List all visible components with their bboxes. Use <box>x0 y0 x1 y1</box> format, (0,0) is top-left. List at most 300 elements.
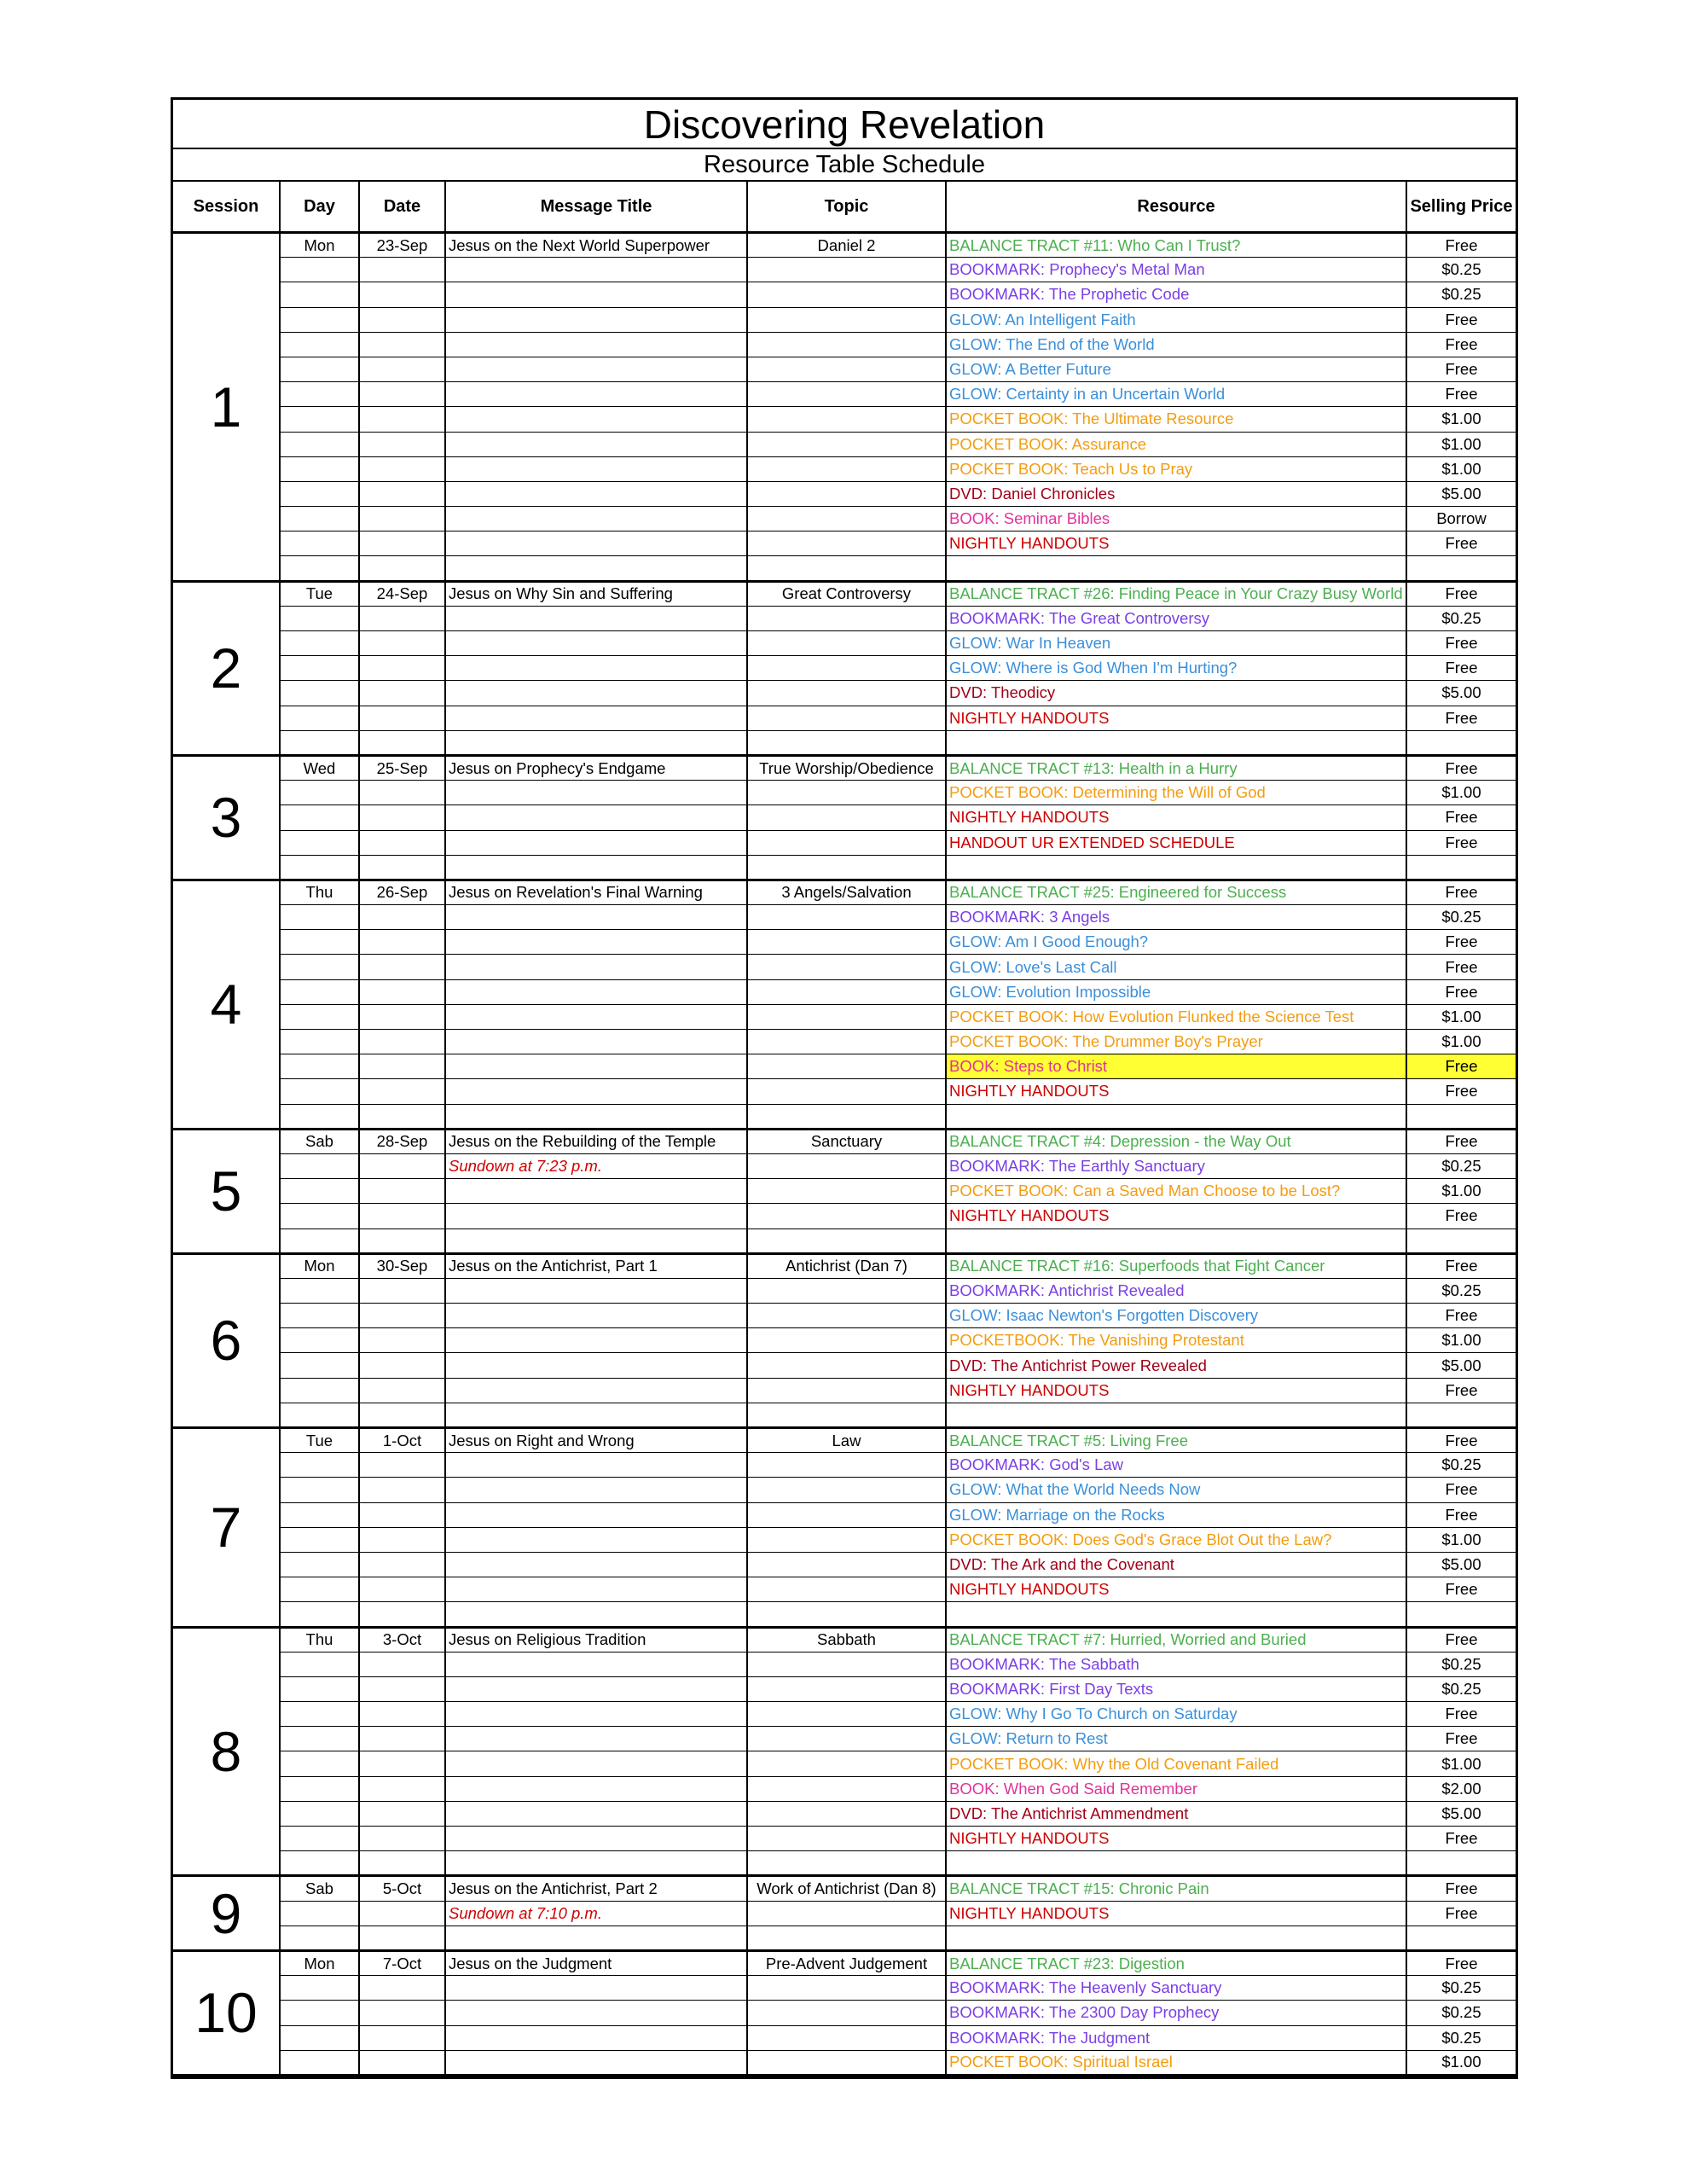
topic-cell <box>747 1851 946 1876</box>
price-cell: Free <box>1406 307 1516 332</box>
table-row <box>173 2025 1516 2050</box>
date-cell <box>359 432 445 456</box>
price-cell: $0.25 <box>1406 606 1516 630</box>
resource-cell: POCKETBOOK: The Vanishing Protestant <box>946 1328 1406 1353</box>
topic-cell <box>747 382 946 407</box>
topic-cell <box>747 1353 946 1378</box>
day-cell <box>280 1204 359 1228</box>
topic-cell: Work of Antichrist (Dan 8) <box>747 1876 946 1901</box>
message-title-cell <box>445 1851 747 1876</box>
message-title-cell <box>445 531 747 556</box>
price-cell: Free <box>1406 1950 1516 1975</box>
day-cell <box>280 531 359 556</box>
date-cell <box>359 1453 445 1478</box>
topic-cell <box>747 531 946 556</box>
resource-cell <box>946 1104 1406 1129</box>
day-cell: Thu <box>280 880 359 904</box>
resource-cell: BALANCE TRACT #16: Superfoods that Fight Cancer <box>946 1253 1406 1278</box>
message-title-cell <box>445 1751 747 1776</box>
date-cell <box>359 456 445 481</box>
table-row <box>173 1527 1516 1552</box>
session-number: 4 <box>173 880 280 1129</box>
date-cell: 28-Sep <box>359 1129 445 1153</box>
message-title-cell <box>445 855 747 880</box>
resource-cell: GLOW: Isaac Newton's Forgotten Discovery <box>946 1304 1406 1328</box>
table-row <box>173 481 1516 506</box>
day-cell <box>280 2025 359 2050</box>
resource-cell: BALANCE TRACT #13: Health in a Hurry <box>946 755 1406 780</box>
message-title-cell: Jesus on Why Sin and Suffering <box>445 581 747 606</box>
day-cell <box>280 1353 359 1378</box>
session-number: 10 <box>173 1950 280 2075</box>
topic-cell: Sanctuary <box>747 1129 946 1153</box>
price-cell: Free <box>1406 1577 1516 1602</box>
topic-cell: Antichrist (Dan 7) <box>747 1253 946 1278</box>
table-row <box>173 1004 1516 1029</box>
topic-cell <box>747 681 946 706</box>
table-row <box>173 2001 1516 2025</box>
message-title-cell <box>445 1104 747 1129</box>
topic-cell <box>747 1228 946 1253</box>
table-row <box>173 382 1516 407</box>
date-cell: 5-Oct <box>359 1876 445 1901</box>
day-cell <box>280 357 359 381</box>
price-cell: $1.00 <box>1406 2050 1516 2075</box>
message-title-cell <box>445 1179 747 1204</box>
resource-cell: BOOKMARK: The Great Controversy <box>946 606 1406 630</box>
topic-cell <box>747 930 946 955</box>
resource-cell: NIGHTLY HANDOUTS <box>946 1079 1406 1104</box>
topic-cell: Law <box>747 1428 946 1453</box>
message-title-cell <box>445 955 747 979</box>
date-cell <box>359 1030 445 1054</box>
date-cell <box>359 1751 445 1776</box>
date-cell <box>359 2025 445 2050</box>
resource-cell: BOOKMARK: The Earthly Sanctuary <box>946 1153 1406 1178</box>
topic-cell <box>747 905 946 930</box>
topic-cell <box>747 1403 946 1427</box>
price-cell: $2.00 <box>1406 1776 1516 1801</box>
message-title-cell <box>445 407 747 432</box>
date-cell <box>359 1851 445 1876</box>
date-cell <box>359 955 445 979</box>
date-cell <box>359 1727 445 1751</box>
resource-cell: GLOW: Certainty in an Uncertain World <box>946 382 1406 407</box>
day-cell <box>280 1976 359 2001</box>
topic-cell <box>747 1676 946 1701</box>
message-title-cell <box>445 656 747 681</box>
price-cell: $0.25 <box>1406 1676 1516 1701</box>
table-row <box>173 1751 1516 1776</box>
price-cell: $1.00 <box>1406 432 1516 456</box>
message-title-cell <box>445 2050 747 2075</box>
price-cell: Free <box>1406 1378 1516 1403</box>
resource-cell: HANDOUT UR EXTENDED SCHEDULE <box>946 830 1406 855</box>
date-cell <box>359 1179 445 1204</box>
price-cell <box>1406 1228 1516 1253</box>
topic-cell <box>747 481 946 506</box>
day-cell: Thu <box>280 1627 359 1652</box>
price-cell: $5.00 <box>1406 481 1516 506</box>
resource-cell: NIGHTLY HANDOUTS <box>946 1827 1406 1851</box>
day-cell <box>280 407 359 432</box>
price-cell: $0.25 <box>1406 1153 1516 1178</box>
table-row <box>173 681 1516 706</box>
session-number: 1 <box>173 233 280 582</box>
resource-cell <box>946 1403 1406 1427</box>
day-cell <box>280 1702 359 1727</box>
topic-cell <box>747 855 946 880</box>
resource-cell: BOOKMARK: Prophecy's Metal Man <box>946 258 1406 282</box>
day-cell <box>280 706 359 730</box>
resource-cell: BALANCE TRACT #7: Hurried, Worried and Buried <box>946 1627 1406 1652</box>
table-row <box>173 1851 1516 1876</box>
message-title-cell <box>445 1378 747 1403</box>
table-row <box>173 407 1516 432</box>
message-title-cell <box>445 507 747 531</box>
resource-cell: DVD: The Antichrist Ammendment <box>946 1801 1406 1826</box>
date-cell <box>359 606 445 630</box>
resource-cell: GLOW: An Intelligent Faith <box>946 307 1406 332</box>
message-title-cell: Jesus on the Next World Superpower <box>445 233 747 258</box>
table-row <box>173 1204 1516 1228</box>
message-title-cell <box>445 1004 747 1029</box>
topic-cell <box>747 1502 946 1527</box>
date-cell <box>359 531 445 556</box>
table-row <box>173 1228 1516 1253</box>
day-cell <box>280 1478 359 1502</box>
date-cell <box>359 282 445 307</box>
topic-cell: True Worship/Obedience <box>747 755 946 780</box>
message-title-cell <box>445 1652 747 1676</box>
resource-cell: POCKET BOOK: Determining the Will of God <box>946 781 1406 805</box>
table-row <box>173 1079 1516 1104</box>
resource-cell: POCKET BOOK: How Evolution Flunked the Science Test <box>946 1004 1406 1029</box>
resource-cell <box>946 1602 1406 1627</box>
schedule-table <box>173 182 1516 2077</box>
table-row <box>173 1926 1516 1950</box>
resource-cell: DVD: Theodicy <box>946 681 1406 706</box>
price-cell <box>1406 1926 1516 1950</box>
date-cell: 30-Sep <box>359 1253 445 1278</box>
table-row <box>173 581 1516 606</box>
date-cell <box>359 1403 445 1427</box>
message-title-cell <box>445 1602 747 1627</box>
resource-cell: BOOK: When God Said Remember <box>946 1776 1406 1801</box>
day-cell <box>280 1079 359 1104</box>
date-cell <box>359 1801 445 1826</box>
day-cell <box>280 1004 359 1029</box>
date-cell <box>359 507 445 531</box>
resource-cell: BOOKMARK: Antichrist Revealed <box>946 1278 1406 1303</box>
price-cell: Free <box>1406 880 1516 904</box>
message-title-cell <box>445 1030 747 1054</box>
day-cell <box>280 656 359 681</box>
message-title-cell <box>445 1403 747 1427</box>
table-row <box>173 1676 1516 1701</box>
table-row <box>173 432 1516 456</box>
day-cell: Sab <box>280 1876 359 1901</box>
price-cell: Free <box>1406 1827 1516 1851</box>
message-title-cell <box>445 1478 747 1502</box>
topic-cell <box>747 1751 946 1776</box>
topic-cell <box>747 1478 946 1502</box>
date-cell <box>359 1901 445 1926</box>
date-cell <box>359 1378 445 1403</box>
table-row <box>173 1502 1516 1527</box>
price-cell: Free <box>1406 531 1516 556</box>
topic-cell <box>747 1179 946 1204</box>
date-cell <box>359 2001 445 2025</box>
price-cell: Free <box>1406 1478 1516 1502</box>
message-title-cell <box>445 1328 747 1353</box>
day-cell <box>280 1827 359 1851</box>
topic-cell <box>747 1926 946 1950</box>
session-number: 2 <box>173 581 280 755</box>
date-cell <box>359 805 445 830</box>
message-title-cell: Jesus on the Rebuilding of the Temple <box>445 1129 747 1153</box>
price-cell: $1.00 <box>1406 1004 1516 1029</box>
topic-cell <box>747 1577 946 1602</box>
day-cell <box>280 258 359 282</box>
message-title-cell <box>445 905 747 930</box>
day-cell <box>280 1453 359 1478</box>
topic-cell <box>747 556 946 581</box>
date-cell: 25-Sep <box>359 755 445 780</box>
table-row <box>173 1153 1516 1178</box>
price-cell: $1.00 <box>1406 1751 1516 1776</box>
price-cell: Free <box>1406 1054 1516 1079</box>
message-title-cell <box>445 631 747 656</box>
table-row <box>173 1627 1516 1652</box>
date-cell <box>359 1304 445 1328</box>
message-title-cell <box>445 1976 747 2001</box>
message-title-cell <box>445 1776 747 1801</box>
date-cell: 24-Sep <box>359 581 445 606</box>
date-cell <box>359 855 445 880</box>
topic-cell <box>747 606 946 630</box>
message-title-cell <box>445 1079 747 1104</box>
topic-cell <box>747 1901 946 1926</box>
topic-cell <box>747 407 946 432</box>
resource-cell: BALANCE TRACT #26: Finding Peace in Your Crazy Busy World <box>946 581 1406 606</box>
table-row <box>173 1328 1516 1353</box>
date-cell <box>359 830 445 855</box>
day-cell <box>280 432 359 456</box>
table-row <box>173 1976 1516 2001</box>
day-cell <box>280 2050 359 2075</box>
price-cell: $0.25 <box>1406 1453 1516 1478</box>
day-cell <box>280 1030 359 1054</box>
topic-cell <box>747 1153 946 1178</box>
day-cell <box>280 979 359 1004</box>
day-cell <box>280 930 359 955</box>
day-cell <box>280 1901 359 1926</box>
table-row <box>173 332 1516 357</box>
price-cell: Free <box>1406 1502 1516 1527</box>
message-title-cell <box>445 307 747 332</box>
day-cell <box>280 556 359 581</box>
table-row <box>173 1552 1516 1577</box>
date-cell <box>359 656 445 681</box>
price-cell: $5.00 <box>1406 681 1516 706</box>
topic-cell <box>747 258 946 282</box>
topic-cell <box>747 357 946 381</box>
day-cell <box>280 507 359 531</box>
price-cell: $1.00 <box>1406 1179 1516 1204</box>
header-message-title: Message Title <box>445 182 747 233</box>
table-row <box>173 830 1516 855</box>
table-row <box>173 1253 1516 1278</box>
date-cell <box>359 1502 445 1527</box>
message-title-cell <box>445 556 747 581</box>
topic-cell: 3 Angels/Salvation <box>747 880 946 904</box>
day-cell <box>280 1403 359 1427</box>
topic-cell <box>747 1702 946 1727</box>
message-title-cell <box>445 481 747 506</box>
table-row <box>173 730 1516 755</box>
day-cell <box>280 1652 359 1676</box>
session-number: 8 <box>173 1627 280 1876</box>
price-cell: $0.25 <box>1406 905 1516 930</box>
message-title-cell <box>445 432 747 456</box>
resource-cell <box>946 1228 1406 1253</box>
table-row <box>173 1727 1516 1751</box>
topic-cell <box>747 1652 946 1676</box>
date-cell <box>359 1602 445 1627</box>
resource-cell: BALANCE TRACT #25: Engineered for Success <box>946 880 1406 904</box>
message-title-cell: Jesus on Religious Tradition <box>445 1627 747 1652</box>
message-title-cell: Jesus on the Judgment <box>445 1950 747 1975</box>
day-cell <box>280 456 359 481</box>
message-title-cell <box>445 830 747 855</box>
price-cell: $1.00 <box>1406 781 1516 805</box>
resource-cell: NIGHTLY HANDOUTS <box>946 706 1406 730</box>
topic-cell <box>747 730 946 755</box>
topic-cell <box>747 332 946 357</box>
resource-cell: POCKET BOOK: Spiritual Israel <box>946 2050 1406 2075</box>
price-cell: Free <box>1406 1204 1516 1228</box>
resource-cell: DVD: Daniel Chronicles <box>946 481 1406 506</box>
date-cell <box>359 681 445 706</box>
topic-cell <box>747 1304 946 1328</box>
day-cell <box>280 830 359 855</box>
resource-cell: BALANCE TRACT #5: Living Free <box>946 1428 1406 1453</box>
table-row <box>173 781 1516 805</box>
date-cell <box>359 1527 445 1552</box>
price-cell: Free <box>1406 1702 1516 1727</box>
day-cell <box>280 1304 359 1328</box>
date-cell <box>359 1478 445 1502</box>
day-cell <box>280 1577 359 1602</box>
resource-cell: POCKET BOOK: Can a Saved Man Choose to be Lost? <box>946 1179 1406 1204</box>
date-cell <box>359 382 445 407</box>
date-cell <box>359 258 445 282</box>
price-cell <box>1406 1104 1516 1129</box>
resource-cell: POCKET BOOK: Teach Us to Pray <box>946 456 1406 481</box>
header-day: Day <box>280 182 359 233</box>
message-title-cell <box>445 1054 747 1079</box>
date-cell <box>359 1552 445 1577</box>
topic-cell <box>747 706 946 730</box>
day-cell <box>280 1179 359 1204</box>
day-cell: Mon <box>280 1950 359 1975</box>
date-cell: 1-Oct <box>359 1428 445 1453</box>
table-row <box>173 1353 1516 1378</box>
date-cell <box>359 1702 445 1727</box>
topic-cell <box>747 2025 946 2050</box>
day-cell <box>280 282 359 307</box>
resource-cell: GLOW: Evolution Impossible <box>946 979 1406 1004</box>
day-cell: Mon <box>280 1253 359 1278</box>
topic-cell <box>747 1976 946 2001</box>
message-title-cell <box>445 1827 747 1851</box>
schedule-sheet <box>171 97 1518 2079</box>
price-cell: Free <box>1406 1627 1516 1652</box>
resource-cell: GLOW: Where is God When I'm Hurting? <box>946 656 1406 681</box>
topic-cell <box>747 1453 946 1478</box>
day-cell <box>280 1328 359 1353</box>
message-title-cell <box>445 1353 747 1378</box>
price-cell: Free <box>1406 930 1516 955</box>
price-cell: Free <box>1406 1253 1516 1278</box>
table-row <box>173 855 1516 880</box>
date-cell <box>359 556 445 581</box>
date-cell <box>359 1926 445 1950</box>
day-cell <box>280 1502 359 1527</box>
table-row <box>173 955 1516 979</box>
date-cell <box>359 1278 445 1303</box>
topic-cell: Great Controversy <box>747 581 946 606</box>
table-row <box>173 1179 1516 1204</box>
date-cell <box>359 357 445 381</box>
date-cell <box>359 905 445 930</box>
resource-cell <box>946 855 1406 880</box>
message-title-cell <box>445 1278 747 1303</box>
day-cell <box>280 1926 359 1950</box>
topic-cell <box>747 1328 946 1353</box>
session-number: 9 <box>173 1876 280 1951</box>
date-cell <box>359 2050 445 2075</box>
day-cell: Wed <box>280 755 359 780</box>
topic-cell <box>747 1030 946 1054</box>
topic-cell <box>747 1801 946 1826</box>
table-row <box>173 258 1516 282</box>
date-cell <box>359 1204 445 1228</box>
price-cell: $5.00 <box>1406 1552 1516 1577</box>
resource-cell: POCKET BOOK: Why the Old Covenant Failed <box>946 1751 1406 1776</box>
resource-cell: BOOKMARK: First Day Texts <box>946 1676 1406 1701</box>
message-title-cell <box>445 1453 747 1478</box>
date-cell <box>359 1104 445 1129</box>
table-row <box>173 1901 1516 1926</box>
message-title-cell <box>445 1527 747 1552</box>
topic-cell <box>747 1552 946 1577</box>
resource-cell: BOOKMARK: The Sabbath <box>946 1652 1406 1676</box>
day-cell <box>280 1378 359 1403</box>
day-cell <box>280 1552 359 1577</box>
message-title-cell <box>445 1577 747 1602</box>
price-cell: Free <box>1406 706 1516 730</box>
session-number: 7 <box>173 1428 280 1628</box>
price-cell: $0.25 <box>1406 2001 1516 2025</box>
message-title-cell: Jesus on Prophecy's Endgame <box>445 755 747 780</box>
resource-cell: BALANCE TRACT #23: Digestion <box>946 1950 1406 1975</box>
topic-cell <box>747 830 946 855</box>
table-row <box>173 2050 1516 2075</box>
resource-cell <box>946 1851 1406 1876</box>
day-cell <box>280 606 359 630</box>
